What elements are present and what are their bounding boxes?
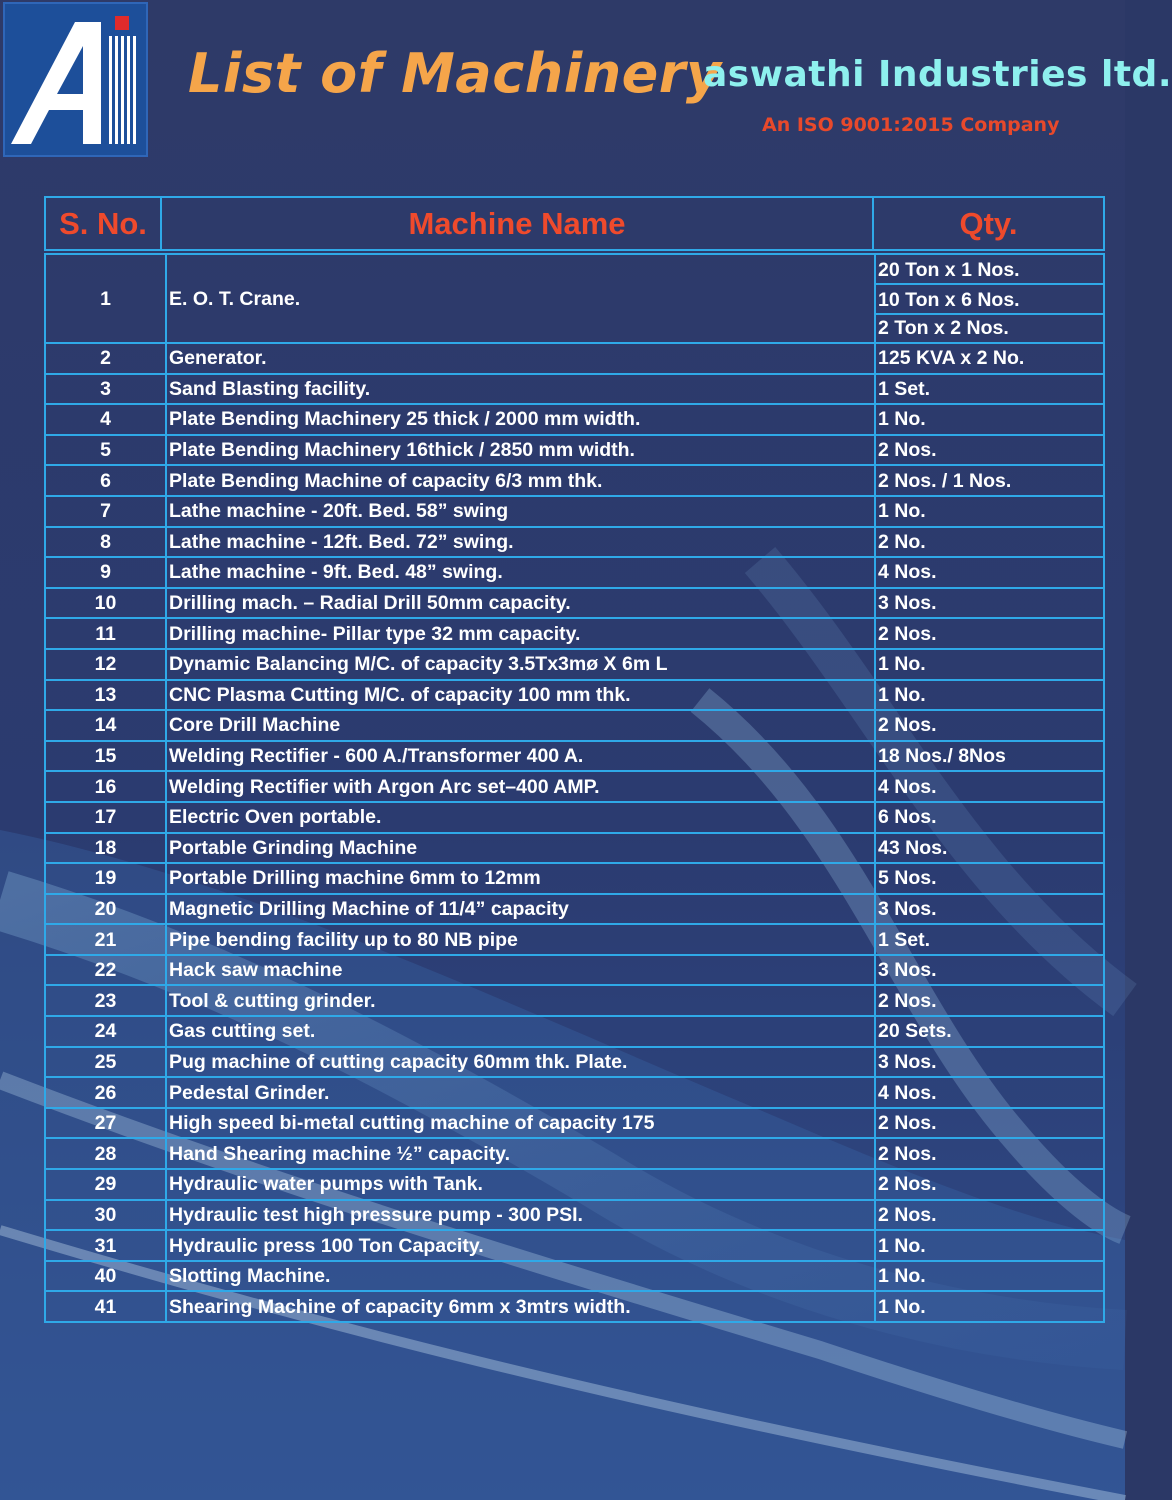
quantity-cell: 2 Nos. [875,1108,1104,1139]
quantity-cell: 1 Set. [875,374,1104,405]
machine-name-cell: Slotting Machine. [166,1261,875,1292]
company-logo [3,2,148,157]
quantity-cell: 18 Nos./ 8Nos [875,741,1104,772]
table-row [45,1138,1104,1169]
table-row [45,741,1104,772]
table-row [45,618,1104,649]
table-row [45,1230,1104,1261]
quantity-sub-line: 20 Ton x 1 Nos. [876,255,1103,285]
serial-number-cell: 4 [45,404,166,435]
column-header-sno: S. No. [45,197,161,250]
serial-number-cell: 15 [45,741,166,772]
machine-name-cell: Pedestal Grinder. [166,1077,875,1108]
table-row [45,1200,1104,1231]
table-row [45,1291,1104,1322]
serial-number-cell: 14 [45,710,166,741]
table-row [45,1261,1104,1292]
serial-number-cell: 25 [45,1047,166,1078]
table-row [45,374,1104,405]
machine-name-cell: E. O. T. Crane. [166,254,875,343]
machine-name-cell: Welding Rectifier - 600 A./Transformer 400 A. [166,741,875,772]
table-row [45,404,1104,435]
machine-name-cell: Drilling machine- Pillar type 32 mm capacity. [166,618,875,649]
table-header [44,196,1105,251]
quantity-cell: 5 Nos. [875,863,1104,894]
serial-number-cell: 30 [45,1200,166,1231]
machine-name-cell: Tool & cutting grinder. [166,985,875,1016]
quantity-cell: 2 Nos. [875,710,1104,741]
serial-number-cell: 17 [45,802,166,833]
machine-name-cell: Sand Blasting facility. [166,374,875,405]
machine-name-cell: Hack saw machine [166,955,875,986]
machine-name-cell: Plate Bending Machinery 16thick / 2850 mm width. [166,435,875,466]
column-header-machine-name: Machine Name [161,197,873,250]
serial-number-cell: 41 [45,1291,166,1322]
quantity-cell: 2 Nos. [875,1138,1104,1169]
table-row [45,435,1104,466]
machinery-table-body [45,254,1104,1322]
table-row [45,833,1104,864]
serial-number-cell: 3 [45,374,166,405]
serial-number-cell: 27 [45,1108,166,1139]
machine-name-cell: Electric Oven portable. [166,802,875,833]
machine-name-cell: CNC Plasma Cutting M/C. of capacity 100 mm thk. [166,680,875,711]
quantity-cell: 4 Nos. [875,557,1104,588]
quantity-cell: 3 Nos. [875,894,1104,925]
table-row [45,254,1104,343]
table-row [45,557,1104,588]
serial-number-cell: 31 [45,1230,166,1261]
quantity-cell: 4 Nos. [875,1077,1104,1108]
machine-name-cell: Core Drill Machine [166,710,875,741]
quantity-cell: 1 No. [875,496,1104,527]
quantity-cell: 2 Nos. [875,618,1104,649]
quantity-cell: 2 Nos. [875,1169,1104,1200]
serial-number-cell: 10 [45,588,166,619]
machine-name-cell: Portable Grinding Machine [166,833,875,864]
machine-name-cell: Pug machine of cutting capacity 60mm thk. Plate. [166,1047,875,1078]
quantity-cell: 1 No. [875,1230,1104,1261]
quantity-cell: 4 Nos. [875,771,1104,802]
table-row [45,588,1104,619]
machine-name-cell: Lathe machine - 20ft. Bed. 58” swing [166,496,875,527]
machine-name-cell: Hydraulic press 100 Ton Capacity. [166,1230,875,1261]
quantity-cell: 20 Sets. [875,1016,1104,1047]
table-row [45,955,1104,986]
table-row [45,985,1104,1016]
serial-number-cell: 24 [45,1016,166,1047]
machinery-table [44,253,1105,1323]
machine-name-cell: Plate Bending Machine of capacity 6/3 mm thk. [166,465,875,496]
table-row [45,343,1104,374]
serial-number-cell: 29 [45,1169,166,1200]
machine-name-cell: Hydraulic water pumps with Tank. [166,1169,875,1200]
company-name: aswathi Industries ltd. [703,54,1172,95]
quantity-cell: 3 Nos. [875,955,1104,986]
table-row [45,1169,1104,1200]
table-row [45,649,1104,680]
page-title: List of Machinery [188,42,722,105]
column-header-qty: Qty. [873,197,1104,250]
quantity-cell: 1 No. [875,649,1104,680]
table-row [45,771,1104,802]
serial-number-cell: 26 [45,1077,166,1108]
quantity-sub-line: 10 Ton x 6 Nos. [876,285,1103,315]
table-row [45,1108,1104,1139]
serial-number-cell: 8 [45,527,166,558]
table-row [45,802,1104,833]
quantity-cell: 1 Set. [875,924,1104,955]
quantity-cell: 2 Nos. [875,1200,1104,1231]
quantity-sub-line: 2 Ton x 2 Nos. [878,317,1009,339]
quantity-cell: 2 Nos. / 1 Nos. [875,465,1104,496]
quantity-cell: 1 No. [875,1261,1104,1292]
table-row [45,894,1104,925]
quantity-cell: 125 KVA x 2 No. [875,343,1104,374]
table-row [45,527,1104,558]
serial-number-cell: 20 [45,894,166,925]
serial-number-cell: 13 [45,680,166,711]
quantity-cell: 2 Nos. [875,985,1104,1016]
table-row [45,863,1104,894]
serial-number-cell: 1 [45,254,166,343]
company-tagline: An ISO 9001:2015 Company [762,114,1060,136]
serial-number-cell: 40 [45,1261,166,1292]
table-row [45,1047,1104,1078]
quantity-cell: 1 No. [875,1291,1104,1322]
ai-monogram-logo-icon [5,4,146,155]
serial-number-cell: 7 [45,496,166,527]
serial-number-cell: 28 [45,1138,166,1169]
machine-name-cell: High speed bi-metal cutting machine of capacity 175 [166,1108,875,1139]
quantity-cell: 1 No. [875,680,1104,711]
machine-name-cell: Lathe machine - 12ft. Bed. 72” swing. [166,527,875,558]
machine-name-cell: Generator. [166,343,875,374]
machine-name-cell: Lathe machine - 9ft. Bed. 48” swing. [166,557,875,588]
machine-name-cell: Shearing Machine of capacity 6mm x 3mtrs width. [166,1291,875,1322]
machine-name-cell: Pipe bending facility up to 80 NB pipe [166,924,875,955]
machine-name-cell: Hydraulic test high pressure pump - 300 PSI. [166,1200,875,1231]
machine-name-cell: Magnetic Drilling Machine of 11/4” capacity [166,894,875,925]
table-row [45,924,1104,955]
quantity-cell: 2 Nos. [875,435,1104,466]
machine-name-cell: Drilling mach. – Radial Drill 50mm capacity. [166,588,875,619]
serial-number-cell: 21 [45,924,166,955]
machine-name-cell: Portable Drilling machine 6mm to 12mm [166,863,875,894]
quantity-cell [875,254,1104,343]
machine-name-cell: Dynamic Balancing M/C. of capacity 3.5Tx3mø X 6m L [166,649,875,680]
serial-number-cell: 23 [45,985,166,1016]
table-row [45,465,1104,496]
quantity-cell: 43 Nos. [875,833,1104,864]
quantity-cell: 6 Nos. [875,802,1104,833]
serial-number-cell: 22 [45,955,166,986]
quantity-cell: 3 Nos. [875,1047,1104,1078]
serial-number-cell: 11 [45,618,166,649]
table-row [45,680,1104,711]
machine-name-cell: Gas cutting set. [166,1016,875,1047]
table-row [45,1016,1104,1047]
machine-name-cell: Welding Rectifier with Argon Arc set–400 AMP. [166,771,875,802]
table-row [45,710,1104,741]
serial-number-cell: 18 [45,833,166,864]
serial-number-cell: 16 [45,771,166,802]
serial-number-cell: 9 [45,557,166,588]
machine-name-cell: Plate Bending Machinery 25 thick / 2000 mm width. [166,404,875,435]
table-row [45,496,1104,527]
serial-number-cell: 6 [45,465,166,496]
quantity-cell: 1 No. [875,404,1104,435]
serial-number-cell: 12 [45,649,166,680]
quantity-cell: 2 No. [875,527,1104,558]
table-row [45,1077,1104,1108]
machine-name-cell: Hand Shearing machine ½” capacity. [166,1138,875,1169]
quantity-cell: 3 Nos. [875,588,1104,619]
serial-number-cell: 2 [45,343,166,374]
serial-number-cell: 19 [45,863,166,894]
serial-number-cell: 5 [45,435,166,466]
